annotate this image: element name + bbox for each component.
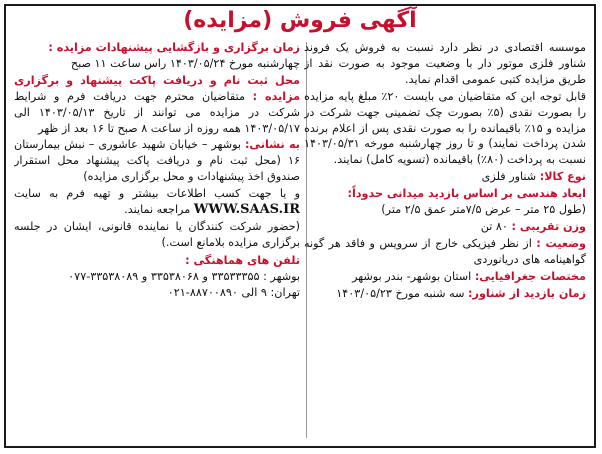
address-label: به نشانی:	[244, 138, 300, 152]
address	[14, 137, 300, 185]
website-text-after: مراجعه نمایند.	[124, 203, 191, 217]
intro-paragraph: موسسه اقتصادی در نظر دارد نسبت به فروش یک فروند شناور فلزی موتور دار با وضعیت موجود به صورت نقد از طریق مزایده کتبی عمومی اقدام نماید.	[304, 41, 586, 86]
registration	[14, 73, 300, 137]
registration-label: محل ثبت نام و دریافت پاکت پیشنهاد و برگزاری مزایده :	[14, 73, 300, 103]
right-column	[304, 40, 586, 442]
website-link[interactable]: WWW.SAAS.IR	[193, 202, 300, 218]
visit-label: زمان بازدید از شناور:	[468, 286, 586, 300]
auction-notice	[4, 4, 596, 448]
weight	[304, 219, 586, 235]
phone-line-bushehr: بوشهر : ۳۳۵۳۳۳۵۵ و ۳۳۵۳۸۰۶۸ و ۳۳۵۳۸۰۸۹-۰۷۷	[68, 269, 300, 283]
timing-label: زمان برگزاری و بازگشایی پیشنهادات مزایده :	[48, 41, 300, 54]
weight-label: وزن تقریبی :	[511, 219, 586, 233]
status-label: وضعیت :	[536, 236, 586, 250]
timing-value: چهارشنبه مورخ ۱۴۰۳/۰۵/۲۴ راس ساعت ۱۱ صبح	[70, 56, 300, 70]
left-column	[14, 40, 300, 442]
notice-title: آگهی فروش (مزایده)	[183, 8, 417, 33]
phones	[14, 253, 300, 301]
geo-coordinates	[304, 269, 586, 285]
geo-label: مختصات جغرافیایی:	[474, 269, 586, 283]
dimensions	[304, 186, 586, 218]
goods-type-value: شناور فلزی	[481, 170, 537, 184]
attendance-note: (حضور شرکت کنندگان یا نماینده قانونی، ایشان در جلسه برگزاری مزایده بلامانع است.)	[14, 219, 300, 249]
registration-text: متقاضیان محترم جهت دریافت فرم و شرایط شرکت در مزایده می توانند از تاریخ ۱۴۰۳/۰۵/۱۳ الی ۱۴۰۳/۰۵/۱۷ همه روزه از ساعت ۸ صبح تا ۱۶ بعد از ظهر	[14, 89, 300, 135]
website-line	[14, 186, 300, 218]
deposit-paragraph: قابل توجه این که متقاضیان می بایست ۲۰٪ مبلغ پایه مزایده را بصورت نقدی (۵٪ بصورت چک تضمینی جهت شرکت در مزایده و ۱۵٪ باقیمانده را به صورت نقدی پس از اعلام برنده شدن پرداخت نمایند) و تا روز چهارشنبه مورخه ۱۴۰۳/۰۵/۳۱ نسبت به پرداخت (۸۰٪) باقیمانده (تسویه کامل) نمایند.	[304, 89, 586, 167]
website-text-before: و یا جهت کسب اطلاعات بیشتر و تهیه فرم به سایت	[14, 187, 300, 201]
dimensions-value: (طول ۲۵ متر – عرض ۷/۵متر عمق ۲/۵ متر)	[381, 203, 586, 217]
phone-line-tehran: تهران: ۹ الی ۸۸۷۰۰۸۹۰-۰۲۱	[167, 285, 300, 299]
goods-type	[304, 169, 586, 185]
visit-value: سه شنبه مورخ ۱۴۰۳/۰۵/۲۳	[336, 286, 465, 300]
geo-value: استان بوشهر- بندر بوشهر	[352, 269, 472, 283]
dimensions-label: ابعاد هندسی بر اساس بازدید میدانی حدوداً:	[347, 187, 586, 201]
phones-label: تلفن های هماهنگی :	[185, 253, 300, 267]
weight-value: ۸۰ تن	[480, 219, 508, 233]
visit-time	[304, 286, 586, 302]
goods-type-label: نوع کالا:	[539, 170, 586, 184]
address-text: بوشهر – خیابان شهید عاشوری – نبش بیمارستان ۱۶ (محل ثبت نام و دریافت پاکت پیشنهاد محل استقرار صندوق اخذ پیشنهادات و محل برگزاری مزایده)	[14, 138, 300, 184]
timing	[14, 40, 300, 72]
status-value: از نظر فیزیکی خارج از سرویس و فاقد هر گونه گواهینامه های دریانوردی	[304, 236, 586, 266]
status	[304, 236, 586, 268]
